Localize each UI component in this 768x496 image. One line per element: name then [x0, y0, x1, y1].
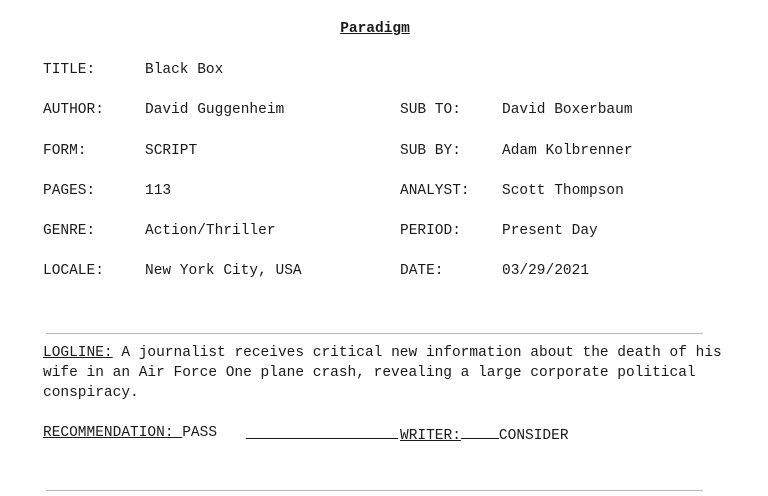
company-title: Paradigm [340, 21, 410, 37]
sub-by-label: SUB BY: [400, 143, 461, 159]
form-value: SCRIPT [145, 143, 198, 159]
title-label: TITLE: [43, 62, 96, 78]
locale-label: LOCALE: [43, 263, 104, 279]
recommendation-value: PASS [182, 425, 218, 441]
writer-value: CONSIDER [498, 428, 569, 444]
analyst-value: Scott Thompson [502, 183, 624, 199]
logline [43, 343, 723, 403]
writer-label: WRITER: [400, 428, 461, 444]
recommendation-row [43, 424, 217, 442]
sub-to-value: David Boxerbaum [502, 102, 633, 118]
genre-label: GENRE: [43, 223, 96, 239]
recommendation-label: RECOMMENDATION: [43, 425, 174, 441]
divider-bottom [46, 490, 703, 491]
sub-by-value: Adam Kolbrenner [502, 143, 633, 159]
pages-label: PAGES: [43, 183, 96, 199]
recommendation-blank [246, 424, 398, 445]
period-label: PERIOD: [400, 223, 461, 239]
sub-to-label: SUB TO: [400, 102, 461, 118]
divider-top [46, 333, 703, 334]
date-value: 03/29/2021 [502, 263, 590, 279]
title-value: Black Box [145, 62, 224, 78]
period-value: Present Day [502, 223, 598, 239]
author-value: David Guggenheim [145, 102, 285, 118]
logline-text: A journalist receives critical new information about the death of his wife in an Air Force One plane crash, revealing a large corporate political conspiracy. [43, 345, 722, 401]
date-label: DATE: [400, 263, 444, 279]
analyst-label: ANALYST: [400, 183, 470, 199]
pages-value: 113 [145, 183, 172, 199]
logline-label: LOGLINE: [43, 345, 113, 361]
author-label: AUTHOR: [43, 102, 104, 118]
form-label: FORM: [43, 143, 87, 159]
genre-value: Action/Thriller [145, 223, 276, 239]
locale-value: New York City, USA [145, 263, 302, 279]
writer-row [400, 424, 569, 445]
